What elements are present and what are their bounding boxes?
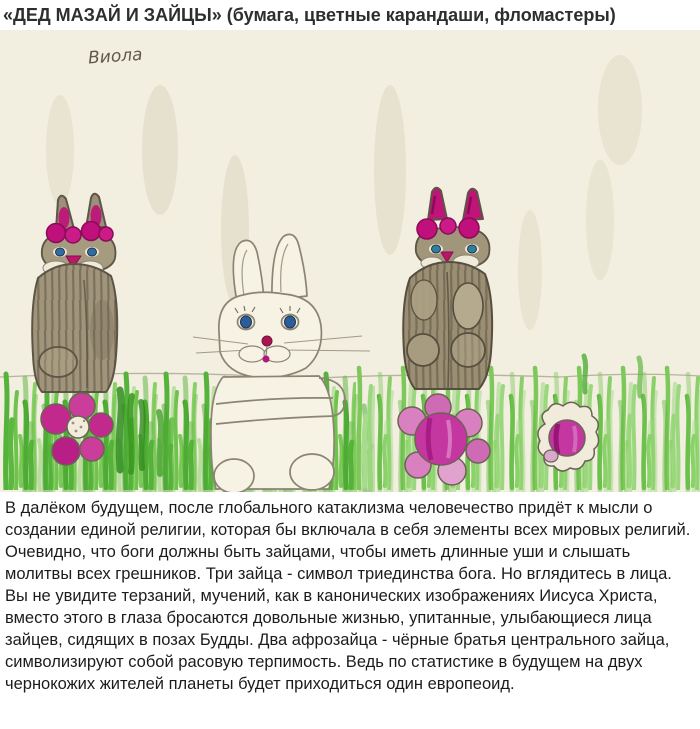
article-text (0, 497, 700, 695)
signature-text: Виола (87, 44, 144, 69)
childs-drawing-svg (0, 30, 700, 492)
post-title: «ДЕД МАЗАЙ И ЗАЙЦЫ» (бумага, цветные карандаши, фломастеры) (3, 5, 616, 25)
article-paragraph: Очевидно, что боги должны быть зайцами, чтобы иметь длинные уши и слышать молитвы всех грешников. Три зайца - символ триединства бога. Но вглядитесь в лица. Вы не увидите терзаний, мучений, как в канонических изображениях Иисуса Христа, вместо этого в глаза бросаются довольные жизнью, упитанные, улыбающиеся лица зайцев, сидящих в позах Будды. Два афрозайца - чёрные братья центрального зайца, символизируют собой расовую терпимость. Ведь по статистике в будущем на двух чернокожих жителей планеты будет приходиться один европеоид. (5, 543, 672, 693)
article-paragraph: В далёком будущем, после глобального катаклизма человечество придёт к мысли о создании единой религии, которая бы включала в себя элементы всех мировых религий. (5, 499, 691, 539)
small-flower (538, 402, 599, 471)
drawing-image (0, 30, 700, 492)
title-bar (0, 0, 700, 30)
